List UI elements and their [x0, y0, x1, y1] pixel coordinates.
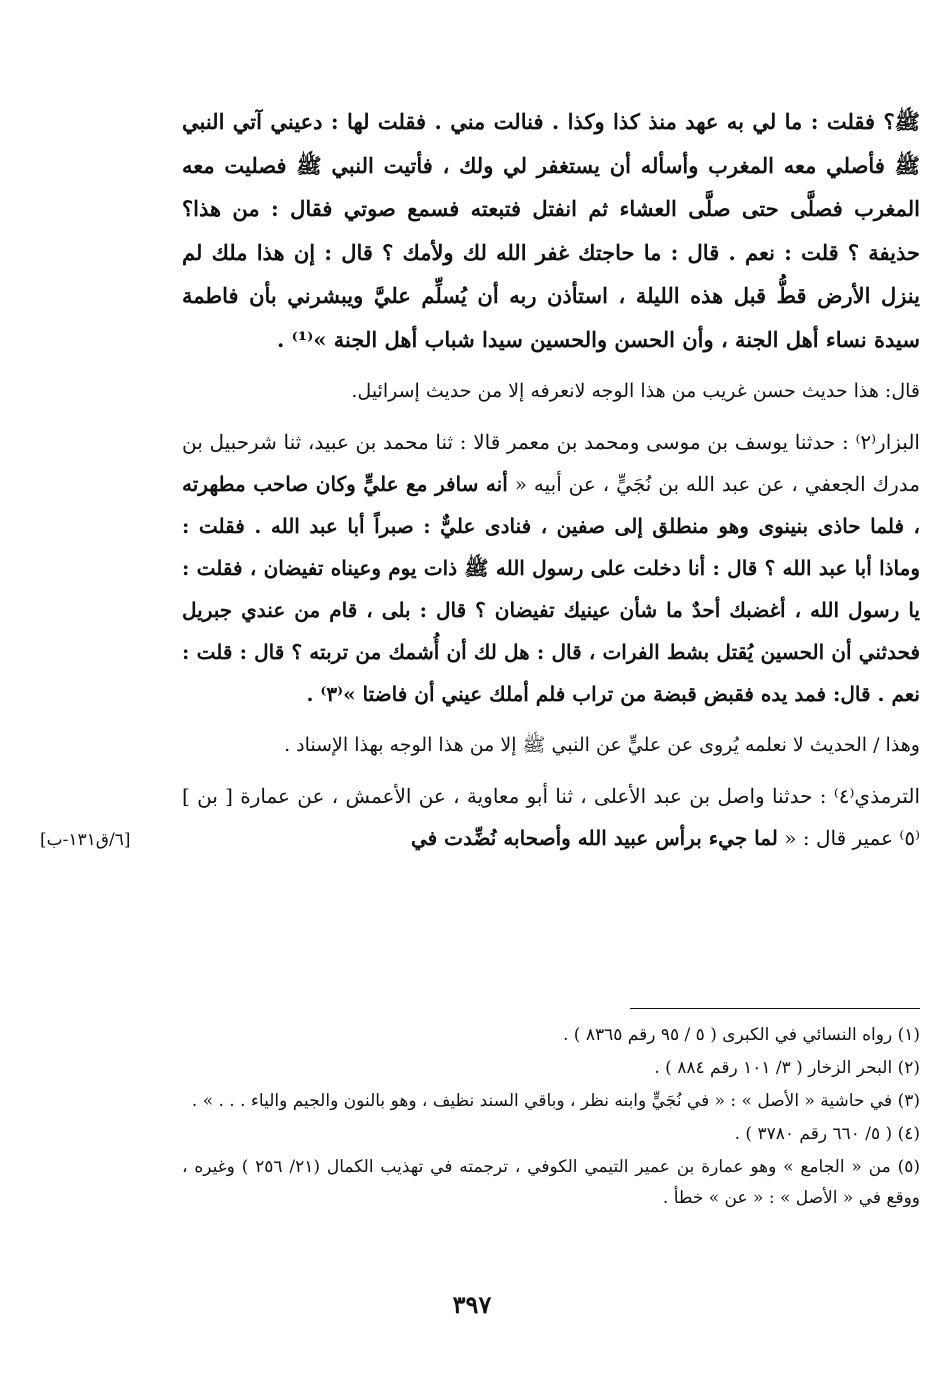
footnote-2: (٢) البحر الزخار ( ٣/ ١٠١ رقم ٨٨٤ ) . [654, 1058, 920, 1078]
footnotes [182, 1020, 920, 1216]
footnote-4: (٤) ( ٥/ ٦٦٠ رقم ٣٧٨٠ ) . [734, 1124, 920, 1144]
paragraph-tirmidhi [182, 775, 920, 859]
main-text [182, 100, 920, 869]
footnote-3: (٣) في حاشية « الأصل » : « في نُجَيٍّ وابنه نظر ، وباقي السند نظيف ، وهو بالنون والجيم والياء . . . » . [191, 1091, 920, 1111]
paragraph-bazzar-comment: وهذا / الحديث لا نعلمه يُروى عن عليٍّ عن النبي ﷺ إلا من هذا الوجه بهذا الإسناد . [284, 734, 920, 756]
paragraph-bazzar [182, 421, 920, 715]
isnad-text: الترمذي⁽٤⁾ : حدثنا واصل بن عبد الأعلى ، ثنا أبو معاوية ، عن الأعمش ، عن عمارة [ بن ]⁽٥⁾ عمير قال : « [182, 784, 920, 850]
isnad-text: البزار⁽٢⁾ : حدثنا يوسف بن موسى ومحمد بن معمر قالا : ثنا محمد بن عبيد، ثنا شرحبيل بن مدرك الجعفي ، عن عبد الله بن نُجَيٍّ ، عن أبيه « [182, 430, 920, 496]
footnote-5: (٥) من « الجامع » وهو عمارة بن عمير التيمي الكوفي ، ترجمته في تهذيب الكمال (٢١/ ٢٥٦ ) وغيره ، ووقع في « الأصل » : « عن » خطأ . [182, 1157, 920, 1208]
matn-text: لما جيء برأس عبيد الله وأصحابه نُضِّدت في [410, 826, 778, 850]
paragraph-hadith-hudhayfa: ﷺ؟ فقلت : ما لي به عهد منذ كذا وكذا . فنالت مني . فقلت لها : دعيني آتي النبي ﷺ فأصلي معه المغرب وأسأله أن يستغفر لي ولك ، فأتيت النبي ﷺ فصليت معه المغرب فصلَّى حتى صلَّى العشاء ثم انفتل فتبعته فسمع صوتي فقال : من هذا؟ حذيفة ؟ قلت : نعم . قال : ما حاجتك غفر الله لك ولأمك ؟ قال : إن هذا ملك لم ينزل الأرض قطُّ قبل هذه الليلة ، استأذن ربه أن يُسلِّم عليَّ ويبشرني بأن فاطمة سيدة نساء أهل الجنة ، وأن الحسن والحسين سيدا شباب أهل الجنة »⁽¹⁾ . [182, 109, 920, 352]
paragraph-tirmidhi-comment: قال: هذا حديث حسن غريب من هذا الوجه لانعرفه إلا من حديث إسرائيل. [351, 380, 920, 402]
footnote-separator [630, 1008, 920, 1009]
manuscript-folio-note: [٦/ق١٣١-ب] [40, 830, 131, 850]
page-number: ٣٩٧ [452, 1290, 492, 1319]
matn-text: أنه سافر مع عليٍّ وكان صاحب مطهرته ، فلما حاذى بنينوى وهو منطلق إلى صفين ، فنادى عليٌّ : صبراً أبا عبد الله . فقلت : وماذا أبا عبد الله ؟ قال : أنا دخلت على رسول الله ﷺ ذات يوم وعيناه تفيضان ، فقلت : يا رسول الله ، أغضبك أحدٌ ما شأن عينيك تفيضان ؟ قال : بلى ، قام من عندي جبريل فحدثني أن الحسين يُقتل بشط الفرات ، قال : هل لك أن أُشمك من تربته ؟ قال : قلت : نعم . قال: فمد يده فقبض قبضة من تراب فلم أملك عيني أن فاضتا »⁽٣⁾ . [182, 472, 920, 706]
footnote-1: (١) رواه النسائي في الكبرى ( ٥ / ٩٥ رقم ٨٣٦٥ ) . [563, 1025, 920, 1045]
